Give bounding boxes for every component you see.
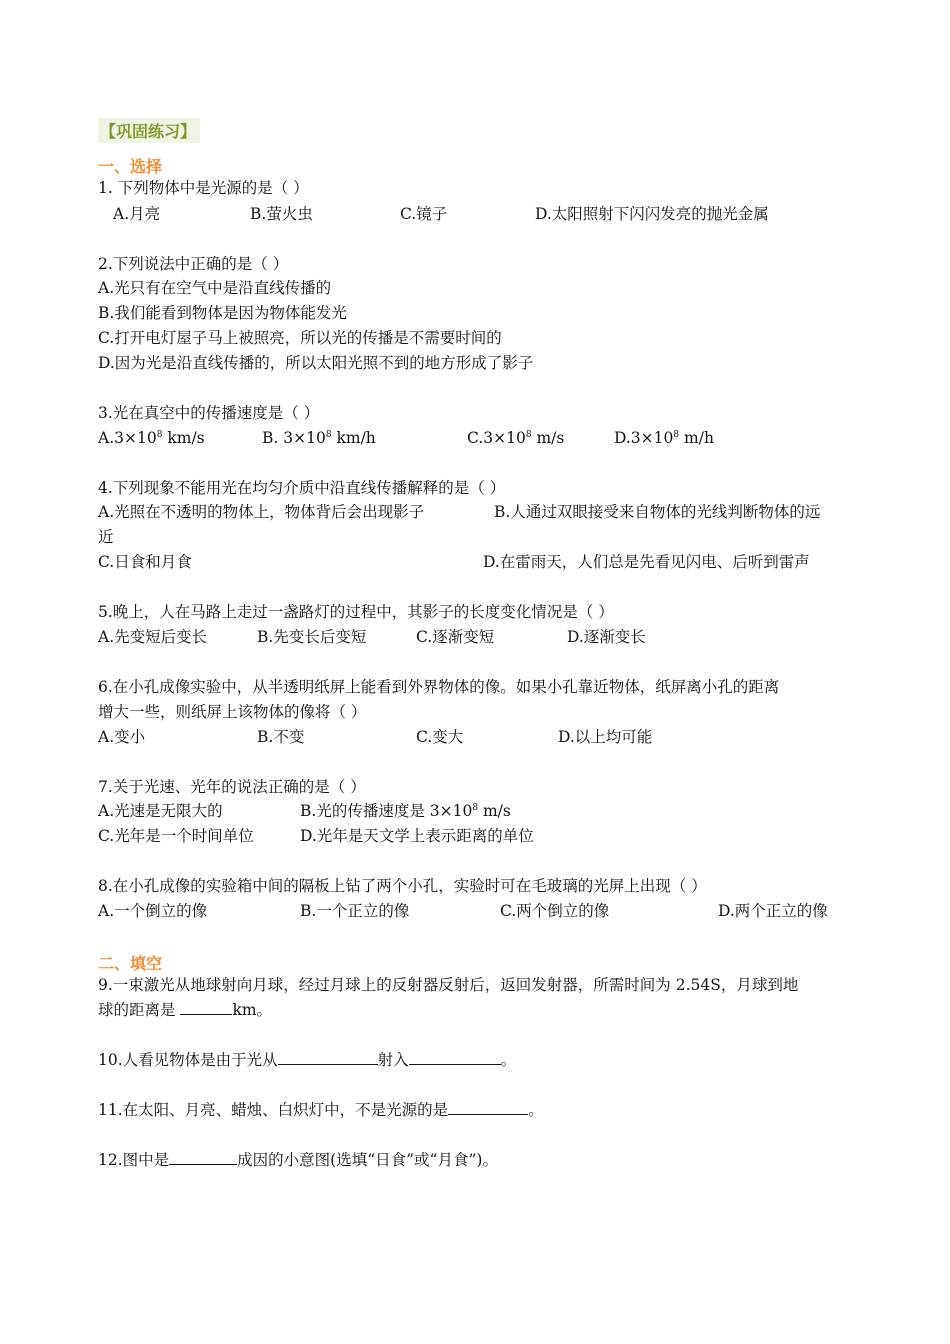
question-11: 11.在太阳、月亮、蜡烛、白炽灯中，不是光源的是 。 xyxy=(98,1101,544,1119)
question-6-option-a: A.变小 xyxy=(98,728,146,746)
question-2-option-d: D.因为光是沿直线传播的，所以太阳光照不到的地方形成了影子 xyxy=(98,354,534,372)
question-10-blank-2[interactable] xyxy=(409,1050,501,1065)
question-8-option-a: A.一个倒立的像 xyxy=(98,902,208,920)
question-6-option-c: C.变大 xyxy=(416,728,464,746)
question-2-option-b: B.我们能看到物体是因为物体能发光 xyxy=(98,304,347,322)
question-1-option-c: C.镜子 xyxy=(400,205,448,223)
question-12-blank[interactable] xyxy=(169,1150,237,1165)
page-title: 【巩固练习】 xyxy=(98,118,200,143)
section-heading-choice: 一、选择 xyxy=(98,157,163,176)
question-8-option-d: D.两个正立的像 xyxy=(718,902,828,920)
question-10: 10.人看见物体是由于光从 射入 。 xyxy=(98,1051,517,1069)
question-1-option-d: D.太阳照射下闪闪发亮的抛光金属 xyxy=(535,205,769,223)
question-10-blank-1[interactable] xyxy=(278,1050,378,1065)
question-8-option-b: B.一个正立的像 xyxy=(300,902,410,920)
question-9-line-1: 9.一束激光从地球射向月球，经过月球上的反射器反射后，返回发射器，所需时间为 2.54S，月球到地 xyxy=(98,976,799,994)
question-5-stem: 5.晚上，人在马路上走过一盏路灯的过程中，其影子的长度变化情况是（ ） xyxy=(98,603,614,621)
question-4-stem: 4.下列现象不能用光在均匀介质中沿直线传播解释的是（ ） xyxy=(98,479,506,497)
question-8-stem: 8.在小孔成像的实验箱中间的隔板上钻了两个小孔，实验时可在毛玻璃的光屏上出现（ ） xyxy=(98,877,707,895)
question-5-option-d: D.逐渐变长 xyxy=(567,628,646,646)
question-12: 12.图中是 成因的小意图(选填“日食”或“月食”)。 xyxy=(98,1151,498,1169)
question-9-answer-blank[interactable] xyxy=(180,1000,232,1015)
question-4-option-b-continued: 近 xyxy=(98,528,114,546)
question-8-option-c: C.两个倒立的像 xyxy=(500,902,610,920)
question-7-option-a: A.光速是无限大的 xyxy=(98,802,223,820)
question-4-option-d: D.在雷雨天，人们总是先看见闪电、后听到雷声 xyxy=(483,553,810,571)
question-6-stem-line-2: 增大一些，则纸屏上该物体的像将（ ） xyxy=(98,703,367,721)
question-9-line-2: 球的距离是 km。 xyxy=(98,1001,273,1019)
question-7-option-d: D.光年是天文学上表示距离的单位 xyxy=(300,827,534,845)
question-5-option-c: C.逐渐变短 xyxy=(416,628,495,646)
question-3-option-b: B. $3\times 10^8$ km/h xyxy=(262,429,376,447)
question-2-option-a: A.光只有在空气中是沿直线传播的 xyxy=(98,279,332,297)
question-4-option-b: B.人通过双眼接受来自物体的光线判断物体的远 xyxy=(494,503,821,521)
question-3-option-a: $A.3\times 10^8$ km/s xyxy=(98,429,205,447)
question-5-option-a: A.先变短后变长 xyxy=(98,628,208,646)
question-7-option-b: B.光的传播速度是 $3\times 10^8$ m/s xyxy=(300,802,511,820)
question-2-stem: 2.下列说法中正确的是（ ） xyxy=(98,255,289,273)
question-11-blank[interactable] xyxy=(448,1100,528,1115)
question-4-option-c: C.日食和月食 xyxy=(98,553,192,571)
question-3-stem: 3.光在真空中的传播速度是（ ） xyxy=(98,404,320,422)
question-4-option-a: A.光照在不透明的物体上，物体背后会出现影子 xyxy=(98,503,425,521)
question-2-option-c: C.打开电灯屋子马上被照亮，所以光的传播是不需要时间的 xyxy=(98,329,502,347)
question-7-option-c: C.光年是一个时间单位 xyxy=(98,827,254,845)
question-3-option-d: $D.3\times 10^8$ m/h xyxy=(614,429,714,447)
question-6-stem-line-1: 6.在小孔成像实验中，从半透明纸屏上能看到外界物体的像。如果小孔靠近物体，纸屏离小孔的距离 xyxy=(98,678,780,696)
question-6-option-d: D.以上均可能 xyxy=(558,728,653,746)
question-7-stem: 7.关于光速、光年的说法正确的是（ ） xyxy=(98,778,366,796)
question-1-stem: 1. 下列物体中是光源的是（ ） xyxy=(98,179,309,197)
question-5-option-b: B.先变长后变短 xyxy=(257,628,367,646)
question-1-option-a: A.月亮 xyxy=(113,205,161,223)
question-6-option-b: B.不变 xyxy=(257,728,305,746)
section-heading-fill-in: 二、填空 xyxy=(98,954,163,973)
question-3-option-c: $C.3\times 10^8$ m/s xyxy=(467,429,565,447)
question-1-option-b: B.萤火虫 xyxy=(250,205,313,223)
